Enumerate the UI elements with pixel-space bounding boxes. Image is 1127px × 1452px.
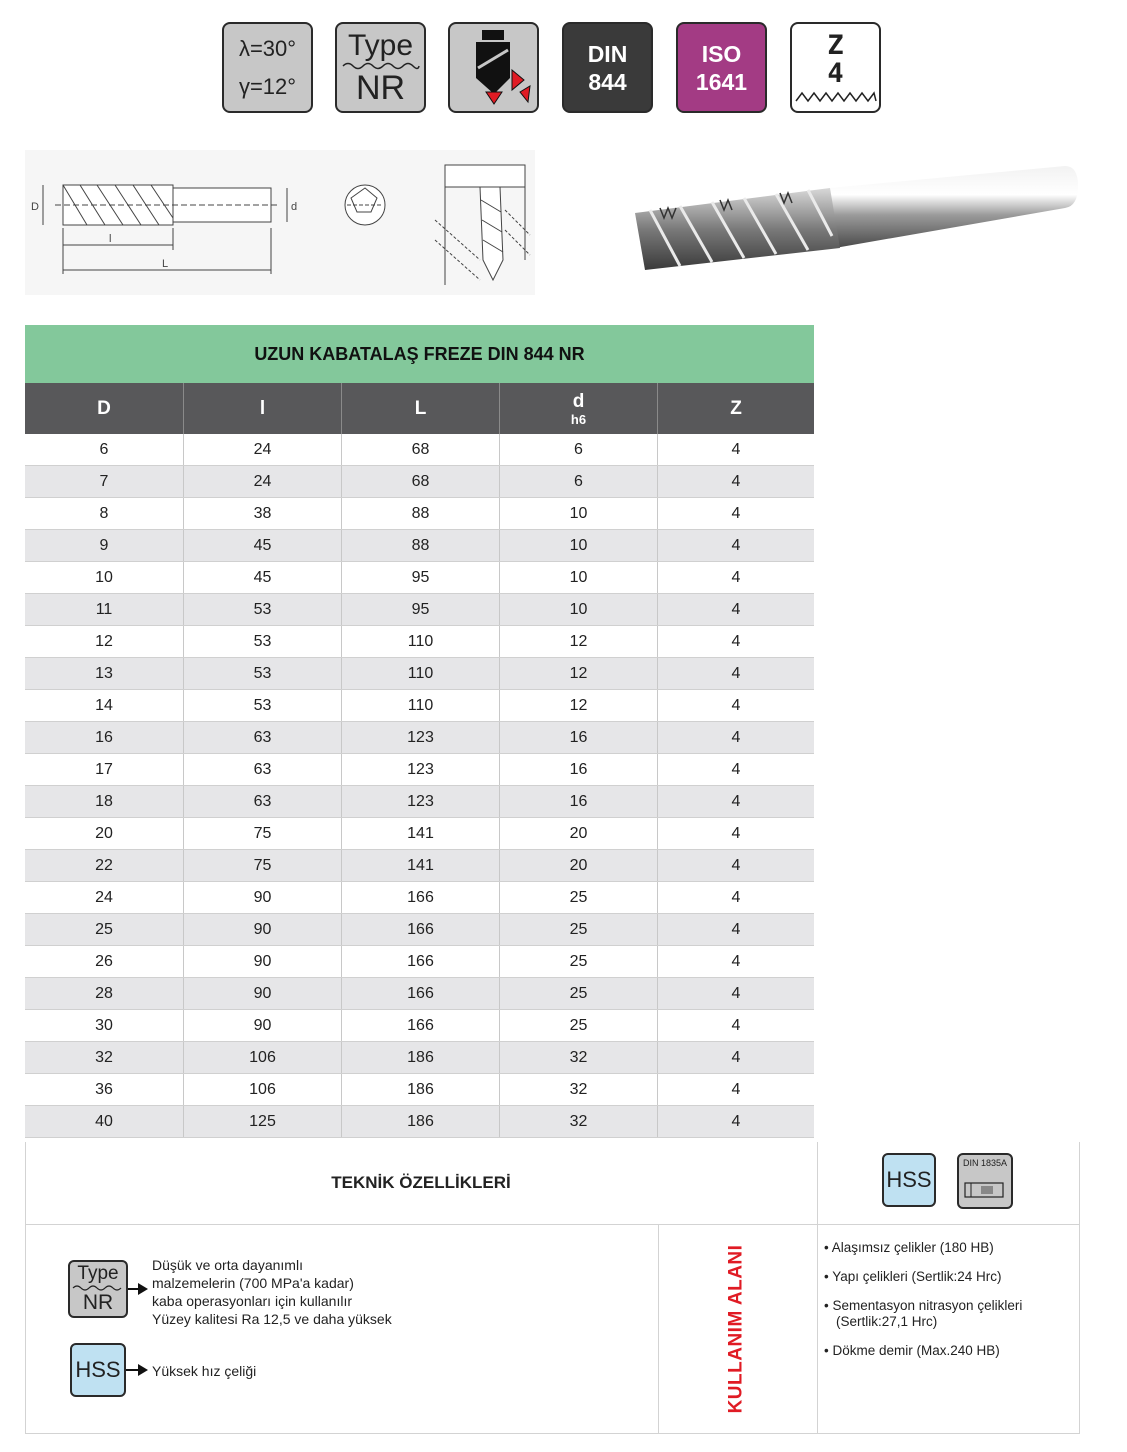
usage-list	[824, 1240, 1074, 1372]
shank-icon	[959, 1175, 1011, 1205]
iso-1641-badge	[676, 22, 767, 113]
cell-d: 6	[500, 466, 658, 497]
table-row	[25, 562, 814, 594]
cell-D: 22	[25, 850, 184, 881]
cell-Z: 4	[731, 760, 741, 778]
cell-l: 24	[184, 434, 342, 465]
cell-d: 12	[500, 658, 658, 689]
cell-l: 53	[184, 594, 342, 625]
iso-label: ISO	[701, 40, 742, 67]
cell-D: 26	[25, 946, 184, 977]
header-L: L	[342, 383, 500, 434]
hss-label: HSS	[886, 1167, 932, 1192]
cell-D: 36	[25, 1074, 184, 1105]
cell-d: 25	[500, 882, 658, 913]
z-value: 4	[827, 58, 844, 89]
cell-Z: 4	[731, 504, 741, 522]
cell-l: 63	[184, 786, 342, 817]
arrow-icon	[138, 1364, 148, 1376]
cell-L: 68	[342, 466, 500, 497]
teeth-count-badge	[790, 22, 881, 113]
cell-D: 32	[25, 1042, 184, 1073]
cell-D: 14	[25, 690, 184, 721]
tool-rotation-icon	[454, 28, 534, 108]
cell-Z: 4	[731, 536, 741, 554]
table-row	[25, 530, 814, 562]
cell-Z: 4	[731, 664, 741, 682]
type-desc-line: malzemelerin (700 MPa'a kadar)	[152, 1275, 354, 1291]
cell-d: 32	[500, 1042, 658, 1073]
lambda-angle: λ=30°	[238, 35, 297, 61]
usage-title: KULLANIM ALANI	[725, 1244, 747, 1414]
cell-l: 63	[184, 722, 342, 753]
table-row	[25, 850, 814, 882]
cell-L: 88	[342, 498, 500, 529]
cell-L: 141	[342, 850, 500, 881]
header-l: l	[184, 383, 342, 434]
din-1835a-label: DIN 1835A	[962, 1158, 1008, 1168]
divider	[817, 1142, 818, 1434]
header-D: D	[25, 383, 184, 434]
divider	[25, 1224, 1080, 1225]
type-desc-line: Yüzey kalitesi Ra 12,5 ve daha yüksek	[152, 1311, 392, 1327]
cell-L: 110	[342, 658, 500, 689]
cell-l: 75	[184, 818, 342, 849]
cell-d: 20	[500, 818, 658, 849]
table-row	[25, 498, 814, 530]
cell-D: 40	[25, 1106, 184, 1137]
cell-d: 25	[500, 978, 658, 1009]
type-nr-badge-small	[68, 1260, 128, 1318]
table-row	[25, 882, 814, 914]
cell-l: 75	[184, 850, 342, 881]
cell-d: 32	[500, 1106, 658, 1137]
cell-D: 18	[25, 786, 184, 817]
type-value-small: NR	[82, 1291, 114, 1314]
usage-item: • Sementasyon nitrasyon çelikleri (Sertlik:27,1 Hrc)	[824, 1298, 1074, 1330]
cell-l: 45	[184, 530, 342, 561]
cell-L: 110	[342, 626, 500, 657]
dim-D-label: D	[31, 201, 39, 213]
cell-Z: 4	[731, 440, 741, 458]
table-row	[25, 466, 814, 498]
cell-D: 9	[25, 530, 184, 561]
table-row	[25, 914, 814, 946]
cell-D: 25	[25, 914, 184, 945]
cell-D: 30	[25, 1010, 184, 1041]
table-row	[25, 978, 814, 1010]
cell-D: 24	[25, 882, 184, 913]
cell-Z: 4	[731, 1080, 741, 1098]
cell-D: 7	[25, 466, 184, 497]
header-d	[500, 383, 658, 434]
cell-D: 6	[25, 434, 184, 465]
cell-L: 166	[342, 914, 500, 945]
cell-d: 25	[500, 1010, 658, 1041]
cell-D: 20	[25, 818, 184, 849]
cell-L: 186	[342, 1106, 500, 1137]
table-row	[25, 1010, 814, 1042]
table-row	[25, 946, 814, 978]
cell-Z: 4	[731, 600, 741, 618]
usage-item: • Yapı çelikleri (Sertlik:24 Hrc)	[824, 1269, 1074, 1285]
cell-l: 45	[184, 562, 342, 593]
cell-l: 106	[184, 1074, 342, 1105]
table-row	[25, 1042, 814, 1074]
usage-item: • Dökme demir (Max.240 HB)	[824, 1343, 1074, 1359]
din-844-badge	[562, 22, 653, 113]
type-nr-badge	[335, 22, 426, 113]
table-row	[25, 1106, 814, 1138]
cell-Z: 4	[731, 1048, 741, 1066]
cell-L: 123	[342, 754, 500, 785]
cell-L: 166	[342, 946, 500, 977]
cell-Z: 4	[731, 952, 741, 970]
header-Z: Z	[730, 397, 742, 419]
type-label-small: Type	[77, 1263, 119, 1284]
cell-Z: 4	[731, 568, 741, 586]
type-desc-line: kaba operasyonları için kullanılır	[152, 1293, 352, 1309]
tech-title: TEKNİK ÖZELLİKLERİ	[331, 1173, 511, 1192]
cell-d: 10	[500, 594, 658, 625]
z-label: Z	[827, 30, 844, 61]
dim-l-label: l	[109, 233, 112, 245]
cell-Z: 4	[731, 728, 741, 746]
cell-L: 166	[342, 978, 500, 1009]
cell-Z: 4	[731, 920, 741, 938]
cell-D: 13	[25, 658, 184, 689]
cell-l: 90	[184, 978, 342, 1009]
table-row	[25, 818, 814, 850]
table-row	[25, 434, 814, 466]
cell-Z: 4	[731, 792, 741, 810]
cell-L: 166	[342, 1010, 500, 1041]
cell-D: 10	[25, 562, 184, 593]
iso-value: 1641	[695, 68, 748, 95]
hss-label-small: HSS	[75, 1357, 121, 1382]
din-value: 844	[588, 68, 627, 95]
cell-D: 16	[25, 722, 184, 753]
usage-item: • Alaşımsız çelikler (180 HB)	[824, 1240, 1074, 1256]
dim-d-label: d	[291, 201, 298, 213]
cell-d: 32	[500, 1074, 658, 1105]
table-row	[25, 594, 814, 626]
cell-l: 53	[184, 626, 342, 657]
cell-l: 90	[184, 914, 342, 945]
cell-d: 16	[500, 786, 658, 817]
cell-l: 125	[184, 1106, 342, 1137]
table-row	[25, 722, 814, 754]
cell-d: 20	[500, 850, 658, 881]
table-body	[25, 434, 814, 1138]
hss-badge-small	[70, 1343, 126, 1397]
cell-l: 90	[184, 1010, 342, 1041]
cell-Z: 4	[731, 888, 741, 906]
din-1835a-badge	[957, 1153, 1013, 1209]
cell-Z: 4	[731, 984, 741, 1002]
cell-d: 25	[500, 914, 658, 945]
table-title: UZUN KABATALAŞ FREZE DIN 844 NR	[25, 325, 814, 383]
cell-l: 106	[184, 1042, 342, 1073]
cell-D: 8	[25, 498, 184, 529]
cell-L: 68	[342, 434, 500, 465]
helix-rake-angle-badge	[222, 22, 313, 113]
end-view	[345, 185, 385, 225]
cell-L: 95	[342, 562, 500, 593]
hss-badge	[882, 1153, 936, 1207]
gamma-angle: γ=12°	[238, 73, 297, 99]
cell-l: 53	[184, 690, 342, 721]
type-label: Type	[347, 28, 414, 62]
cell-L: 186	[342, 1074, 500, 1105]
table-row	[25, 690, 814, 722]
usage-title-box	[666, 1224, 806, 1434]
cell-l: 63	[184, 754, 342, 785]
table-row	[25, 626, 814, 658]
cell-D: 28	[25, 978, 184, 1009]
cell-d: 16	[500, 722, 658, 753]
cell-L: 123	[342, 722, 500, 753]
technical-drawing	[25, 150, 535, 295]
end-mill-photo	[620, 158, 1080, 278]
cell-Z: 4	[731, 824, 741, 842]
header-d-label: d	[572, 391, 585, 412]
dim-L-label: L	[162, 258, 169, 270]
cell-d: 6	[500, 434, 658, 465]
cell-l: 53	[184, 658, 342, 689]
cell-D: 11	[25, 594, 184, 625]
table-header	[25, 383, 814, 434]
cell-d: 10	[500, 498, 658, 529]
cell-Z: 4	[731, 696, 741, 714]
cell-Z: 4	[731, 472, 741, 490]
cell-l: 38	[184, 498, 342, 529]
cell-d: 16	[500, 754, 658, 785]
cutting-direction-badge	[448, 22, 539, 113]
cell-l: 24	[184, 466, 342, 497]
table-row	[25, 754, 814, 786]
cell-Z: 4	[731, 1016, 741, 1034]
cell-Z: 4	[731, 1112, 741, 1130]
serrated-teeth-icon	[794, 87, 878, 105]
table-row	[25, 658, 814, 690]
cell-Z: 4	[731, 856, 741, 874]
hss-description: Yüksek hız çeliği	[152, 1363, 257, 1379]
cell-l: 90	[184, 946, 342, 977]
cell-L: 110	[342, 690, 500, 721]
cell-L: 95	[342, 594, 500, 625]
cell-l: 90	[184, 882, 342, 913]
table-row	[25, 786, 814, 818]
din-label: DIN	[587, 40, 628, 67]
cell-d: 10	[500, 530, 658, 561]
shank-icon	[830, 166, 1078, 248]
cell-L: 186	[342, 1042, 500, 1073]
cell-D: 17	[25, 754, 184, 785]
cell-d: 12	[500, 626, 658, 657]
type-desc-line: Düşük ve orta dayanımlı	[152, 1257, 303, 1273]
cell-D: 12	[25, 626, 184, 657]
cell-d: 10	[500, 562, 658, 593]
cell-L: 166	[342, 882, 500, 913]
type-value: NR	[355, 68, 406, 107]
type-description	[152, 1256, 452, 1328]
divider	[658, 1224, 659, 1434]
cell-d: 25	[500, 946, 658, 977]
header-d-tolerance: h6	[570, 412, 587, 427]
cell-Z: 4	[731, 632, 741, 650]
cell-L: 141	[342, 818, 500, 849]
cell-d: 12	[500, 690, 658, 721]
arrow-icon	[138, 1283, 148, 1295]
cell-L: 88	[342, 530, 500, 561]
table-row	[25, 1074, 814, 1106]
cell-L: 123	[342, 786, 500, 817]
